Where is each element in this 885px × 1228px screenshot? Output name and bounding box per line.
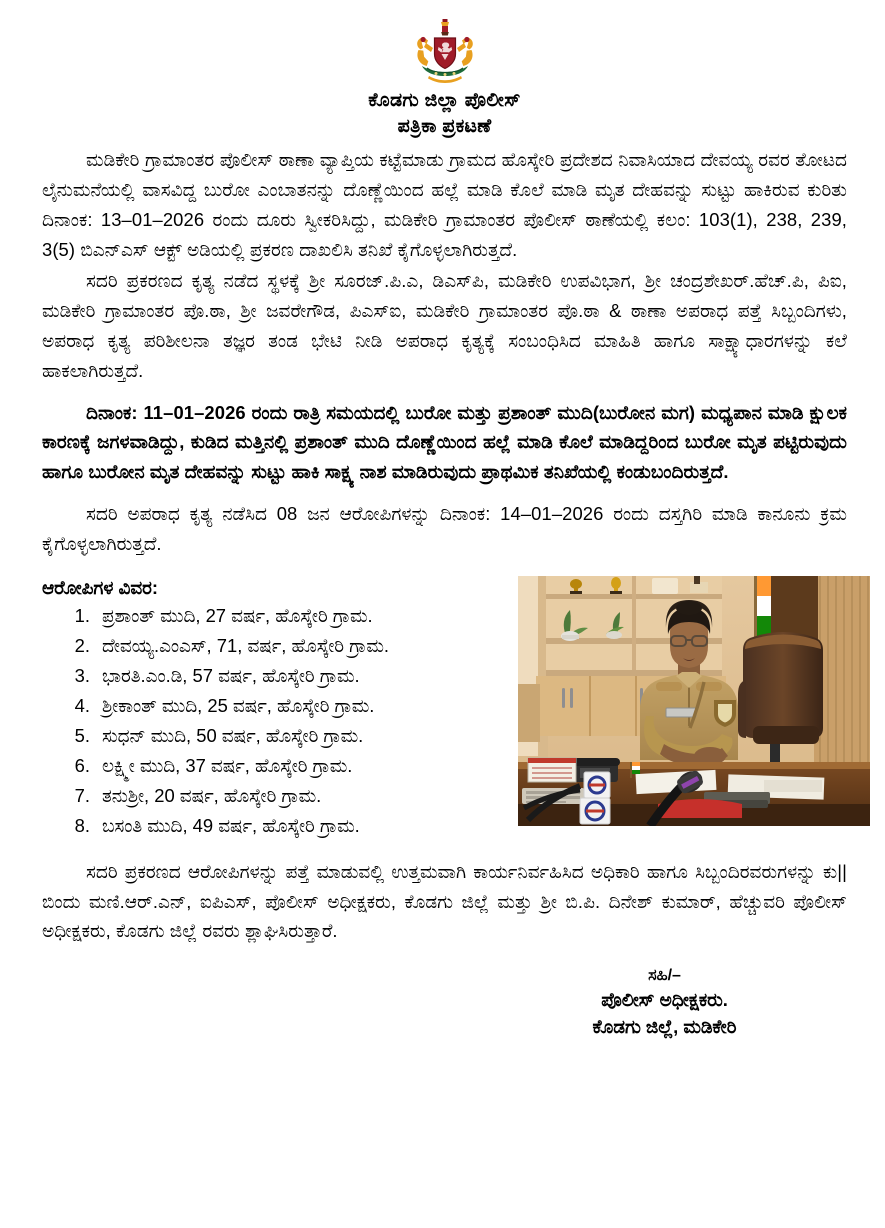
signatory-designation: ಪೊಲೀಸ್ ಅಧೀಕ್ಷಕರು. <box>601 989 728 1011</box>
paragraph-arrests: ಸದರಿ ಅಪರಾಧ ಕೃತ್ಯ ನಡೆಸಿದ 08 ಜನ ಆರೋಪಿಗಳನ್ನು ದಿನಾಂಕ: 14–01–2026 ರಂದು ದಸ್ತಗಿರಿ ಮಾಡಿ ಕಾನೂನು ಕ್ರಮ ಕೈಗೊಳ್ಳಲಾಗಿರುತ್ತದೆ. <box>42 503 847 554</box>
list-item-label: ತನುಶ್ರೀ, 20 ವರ್ಷ, ಹೊಸ್ಕೇರಿ ಗ್ರಾಮ. <box>102 784 322 806</box>
list-item-number: 7. <box>74 784 90 806</box>
list-item-number: 3. <box>74 664 90 686</box>
press-conference-photo-illustration <box>518 576 870 826</box>
list-item <box>60 691 530 721</box>
list-item-label: ಭಾರತಿ.ಎಂ.ಡಿ, 57 ವರ್ಷ, ಹೊಸ್ಕೇರಿ ಗ್ರಾಮ. <box>102 664 360 686</box>
karnataka-state-emblem-icon <box>409 18 481 86</box>
list-item-label: ಶ್ರೀಕಾಂತ್ ಮುದಿ, 25 ವರ್ಷ, ಹೊಸ್ಕೇರಿ ಗ್ರಾಮ. <box>102 694 375 716</box>
list-item-number: 6. <box>74 754 90 776</box>
paragraph-incident-findings: ದಿನಾಂಕ: 11–01–2026 ರಂದು ರಾತ್ರಿ ಸಮಯದಲ್ಲಿ ಬುರೋ ಮತ್ತು ಪ್ರಶಾಂತ್ ಮುದಿ(ಬುರೋನ ಮಗ) ಮಧ್ಯಪಾನ ಮಾಡಿ ಕ್ಷುಲಕ ಕಾರಣಕ್ಕೆ ಜಗಳವಾಡಿದ್ದು, ಕುಡಿದ ಮತ್ತಿನಲ್ಲಿ ಪ್ರಶಾಂತ್ ಮುದಿ ದೊಣ್ಣೆಯಿಂದ ಹಲ್ಲೆ ಮಾಡಿ ಕೊಲೆ ಮಾಡಿದ್ದರಿಂದ ಬುರೋ ಮೃತ ಪಟ್ಟಿರುವುದು ಹಾಗೂ ಬುರೋನ ಮೃತ ದೇಹವನ್ನು ಸುಟ್ಟು ಹಾಕಿ ಸಾಕ್ಷ್ಯ ನಾಶ ಮಾಡಿರುವುದು ಪ್ರಾಥಮಿಕ ತನಿಖೆಯಲ್ಲಿ ಕಂಡುಬಂದಿರುತ್ತದೆ. <box>42 401 847 483</box>
accused-list-heading: ಆರೋಪಿಗಳ ವಿವರ: <box>42 576 158 598</box>
list-item-label: ದೇವಯ್ಯ.ಎಂಎಸ್, 71, ವರ್ಷ, ಹೊಸ್ಕೇರಿ ಗ್ರಾಮ. <box>102 634 389 656</box>
organization-title: ಕೊಡಗು ಜಿಲ್ಲಾ ಪೊಲೀಸ್ <box>368 90 521 111</box>
paragraph-commendation: ಸದರಿ ಪ್ರಕರಣದ ಆರೋಪಿಗಳನ್ನು ಪತ್ತೆ ಮಾಡುವಲ್ಲಿ ಉತ್ತಮವಾಗಿ ಕಾರ್ಯನಿರ್ವಹಿಸಿದ ಅಧಿಕಾರಿ ಹಾಗೂ ಸಿಬ್ಬಂದಿರವರುಗಳನ್ನು ಕು|| ಬಿಂದು ಮಣಿ.ಆರ್.ಎನ್, ಐಪಿಎಸ್, ಪೊಲೀಸ್ ಅಧೀಕ್ಷಕರು, ಕೊಡಗು ಜಿಲ್ಲೆ ಮತ್ತು ಶ್ರೀ ಬಿ.ಪಿ. ದಿನೇಶ್ ಕುಮಾರ್, ಹೆಚ್ಚುವರಿ ಪೊಲೀಸ್ ಅಧೀಕ್ಷಕರು, ಕೊಡಗು ಜಿಲ್ಲೆ ರವರು ಶ್ಲಾಘಿಸಿರುತ್ತಾರೆ. <box>42 860 847 942</box>
list-item-number: 2. <box>74 634 90 656</box>
signature-block <box>42 964 847 1041</box>
list-item-number: 5. <box>74 724 90 746</box>
list-item <box>60 601 530 631</box>
list-item-label: ಪ್ರಶಾಂತ್ ಮುದಿ, 27 ವರ್ಷ, ಹೊಸ್ಕೇರಿ ಗ್ರಾಮ. <box>102 604 373 626</box>
press-conference-photo <box>518 576 870 826</box>
paragraph-spacer <box>42 388 847 398</box>
section-spacer <box>42 841 847 857</box>
list-item <box>60 721 530 751</box>
paragraph-officers-visited-scene: ಸದರಿ ಪ್ರಕರಣದ ಕೃತ್ಯ ನಡೆದ ಸ್ಥಳಕ್ಕೆ ಶ್ರೀ ಸೂರಜ್.ಪಿ.ಎ, ಡಿಎಸ್‌ಪಿ, ಮಡಿಕೇರಿ ಉಪವಿಭಾಗ, ಶ್ರೀ ಚಂದ್ರಶೇಖರ್.ಹೆಚ್.ಪಿ, ಪಿಐ, ಮಡಿಕೇರಿ ಗ್ರಾಮಾಂತರ ಪೊ.ಠಾ, ಶ್ರೀ ಜವರೇಗೌಡ, ಪಿಎಸ್‌ಐ, ಮಡಿಕೇರಿ ಗ್ರಾಮಾಂತರ ಪೊ.ಠಾ & ಠಾಣಾ ಅಪರಾಧ ಪತ್ತೆ ಸಿಬ್ಬಂದಿಗಳು, ಅಪರಾಧ ಕೃತ್ಯ ಪರಿಶೀಲನಾ ತಜ್ಞರ ತಂಡ ಭೇಟಿ ನೀಡಿ ಅಪರಾಧ ಕೃತ್ಯಕ್ಕೆ ಸಂಬಂಧಿಸಿದ ಮಾಹಿತಿ ಹಾಗೂ ಸಾಕ್ಷ್ಯಾಧಾರಗಳನ್ನು ಕಲೆ ಹಾಕಲಾಗಿರುತ್ತದೆ. <box>42 270 847 381</box>
document-header <box>42 18 847 139</box>
accused-list <box>42 601 530 841</box>
list-item <box>60 751 530 781</box>
paragraph-case-registration: ಮಡಿಕೇರಿ ಗ್ರಾಮಾಂತರ ಪೊಲೀಸ್ ಠಾಣಾ ವ್ಯಾಪ್ತಿಯ ಕಟ್ಟೆಮಾಡು ಗ್ರಾಮದ ಹೊಸ್ಕೇರಿ ಪ್ರದೇಶದ ನಿವಾಸಿಯಾದ ದೇವಯ್ಯ ರವರ ತೋಟದ ಲೈನುಮನೆಯಲ್ಲಿ ವಾಸವಿದ್ದ ಬುರೋ ಎಂಬಾತನನ್ನು ದೊಣ್ಣೆಯಿಂದ ಹಲ್ಲೆ ಮಾಡಿ ಕೊಲೆ ಮಾಡಿ ಮೃತ ದೇಹವನ್ನು ಸುಟ್ಟು ಹಾಕಿರುವ ಕುರಿತು ದಿನಾಂಕ: 13–01–2026 ರಂದು ದೂರು ಸ್ವೀಕರಿಸಿದ್ದು, ಮಡಿಕೇರಿ ಗ್ರಾಮಾಂತರ ಪೊಲೀಸ್ ಠಾಣೆಯಲ್ಲಿ ಕಲಂ: 103(1), 238, 239, 3(5) ಬಿಎನ್‌ಎಸ್ ಆಕ್ಟ್ ಅಡಿಯಲ್ಲಿ ಪ್ರಕರಣ ದಾಖಲಿಸಿ ತನಿಖೆ ಕೈಗೊಳ್ಳಲಾಗಿರುತ್ತದೆ. <box>42 149 847 260</box>
list-item-number: 4. <box>74 694 90 716</box>
list-item <box>60 811 530 841</box>
list-item <box>60 631 530 661</box>
signature-mark: ಸಹಿ/– <box>648 967 681 985</box>
document-subtitle: ಪತ್ರಿಕಾ ಪ್ರಕಟಣೆ <box>397 116 492 138</box>
signatory-district: ಕೊಡಗು ಜಿಲ್ಲೆ, ಮಡಿಕೇರಿ <box>592 1016 737 1038</box>
list-item-number: 1. <box>74 604 90 626</box>
list-item-number: 8. <box>74 814 90 836</box>
list-item <box>60 661 530 691</box>
list-item-label: ಲಕ್ಷ್ಮೀ ಮುದಿ, 37 ವರ್ಷ, ಹೊಸ್ಕೇರಿ ಗ್ರಾಮ. <box>102 754 353 776</box>
list-item-label: ಸುಧನ್ ಮುದಿ, 50 ವರ್ಷ, ಹೊಸ್ಕೇರಿ ಗ್ರಾಮ. <box>102 724 364 746</box>
accused-section <box>42 577 847 841</box>
section-spacer <box>42 561 847 577</box>
list-item-label: ಬಸಂತಿ ಮುದಿ, 49 ವರ್ಷ, ಹೊಸ್ಕೇರಿ ಗ್ರಾಮ. <box>102 814 360 836</box>
paragraph-spacer <box>42 489 847 499</box>
list-item <box>60 781 530 811</box>
